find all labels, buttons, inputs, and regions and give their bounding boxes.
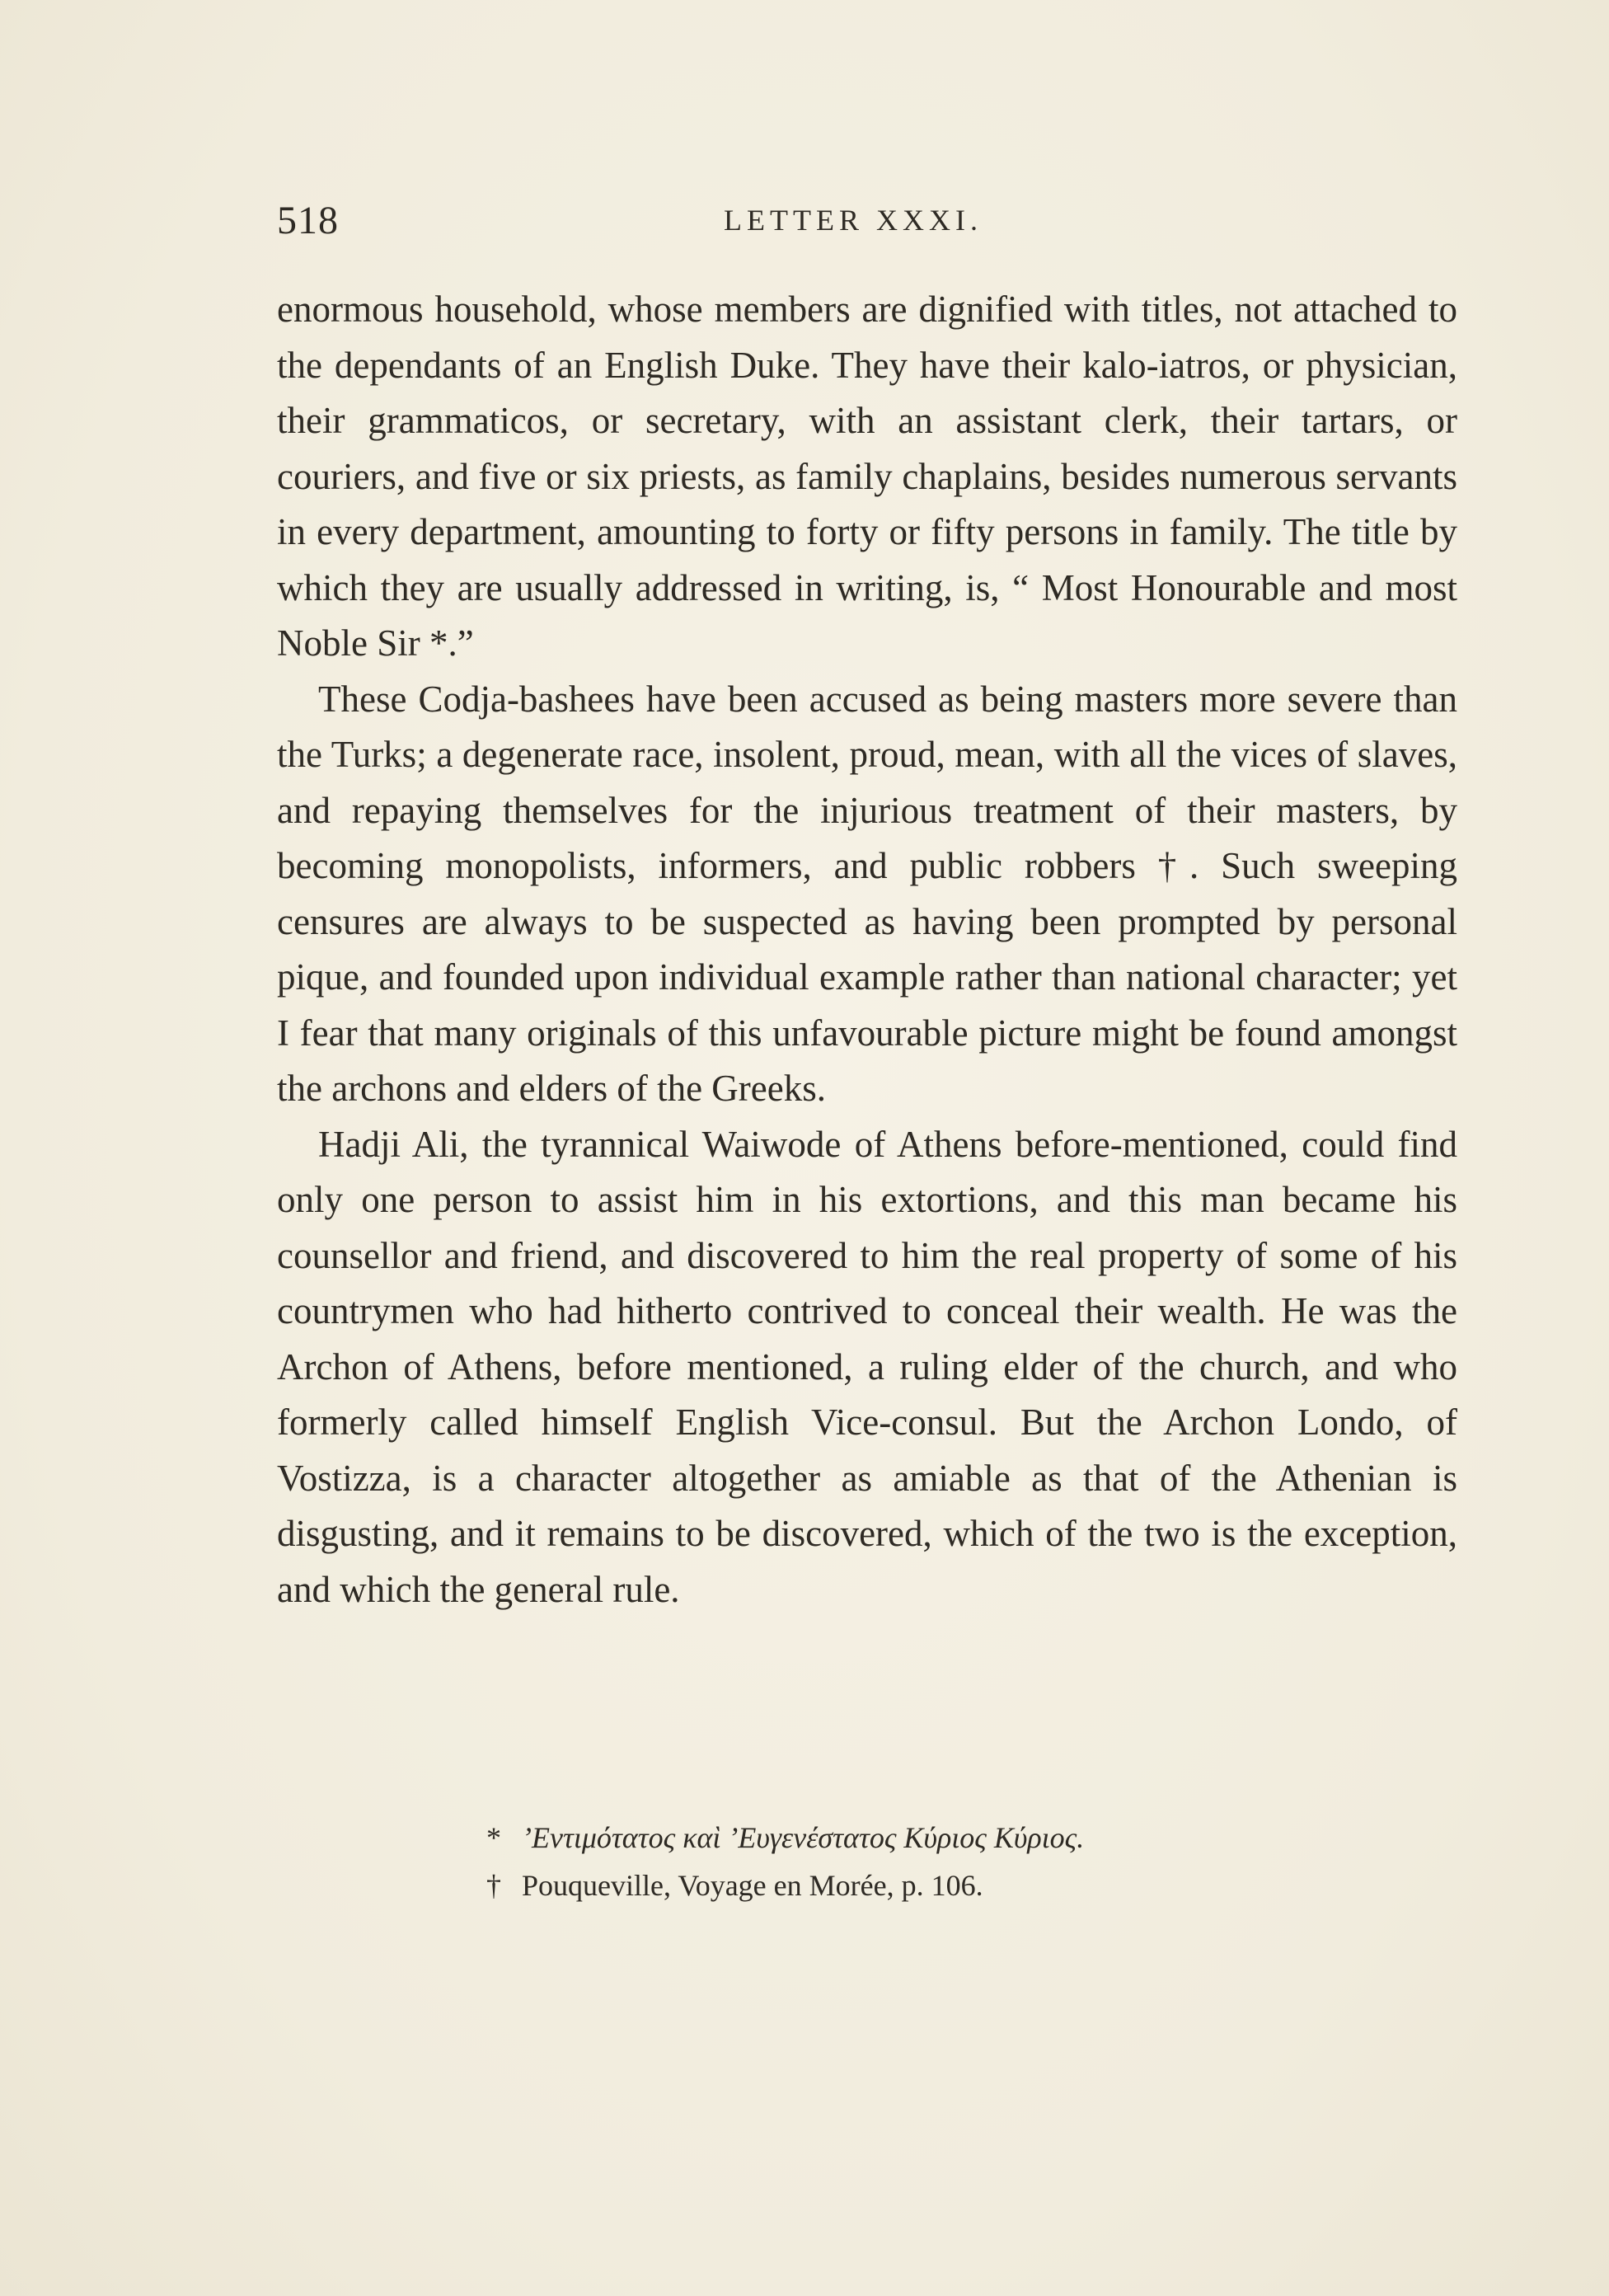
running-head — [277, 198, 1464, 247]
footnote-mark: * — [486, 1821, 501, 1854]
footnote-text: ’Εντιμότατος καὶ ’Ευγενέστατος Κύριος Κύριος. — [522, 1821, 1085, 1854]
body-text — [277, 282, 1457, 1618]
paragraph-continued: enormous household, whose members are dignified with titles, not attached to the dependants of an English Duke. They have their kalo-iatros, or physician, their grammaticos, or secretary, with an assistant clerk, their tartars, or couriers, and five or six priests, as family chaplains, besides numerous servants in every department, amounting to forty or fifty persons in family. The title by which they are usually addressed in writing, is, “ Most Honourable and most Noble Sir *.” — [277, 289, 1457, 664]
page-number: 518 — [277, 199, 339, 242]
footnote-mark: † — [486, 1869, 501, 1902]
paragraph-codja-bashees: These Codja-bashees have been accused as being masters more severe than the Turks; a degenerate race, insolent, proud, mean, with all the vices of slaves, and repaying themselves for the injurious treatment of their masters, by becoming monopolists, informers, and public robbers †. Such sweeping censures are always to be suspected as having been prompted by personal pique, and founded upon individual example rather than national character; yet I fear that many originals of this unfavourable picture might be found amongst the archons and elders of the Greeks. — [277, 678, 1457, 1109]
footnote-dagger — [486, 1862, 1311, 1909]
footnotes — [486, 1814, 1311, 1909]
footnote-asterisk — [486, 1814, 1311, 1862]
footnote-text: Pouqueville, Voyage en Morée, p. 106. — [522, 1869, 983, 1902]
running-title: LETTER XXXI. — [724, 204, 983, 237]
paragraph-hadji-ali: Hadji Ali, the tyrannical Waiwode of Athens before-mentioned, could find only one person to assist him in his extortions, and this man became his counsellor and friend, and discovered to him the real property of some of his countrymen who had hitherto contrived to conceal their wealth. He was the Archon of Athens, before mentioned, a ruling elder of the church, and who formerly called himself English Vice-consul. But the Archon Londo, of Vostizza, is a character altogether as amiable as that of the Athenian is disgusting, and it remains to be discovered, which of the two is the exception, and which the general rule. — [277, 1123, 1457, 1610]
